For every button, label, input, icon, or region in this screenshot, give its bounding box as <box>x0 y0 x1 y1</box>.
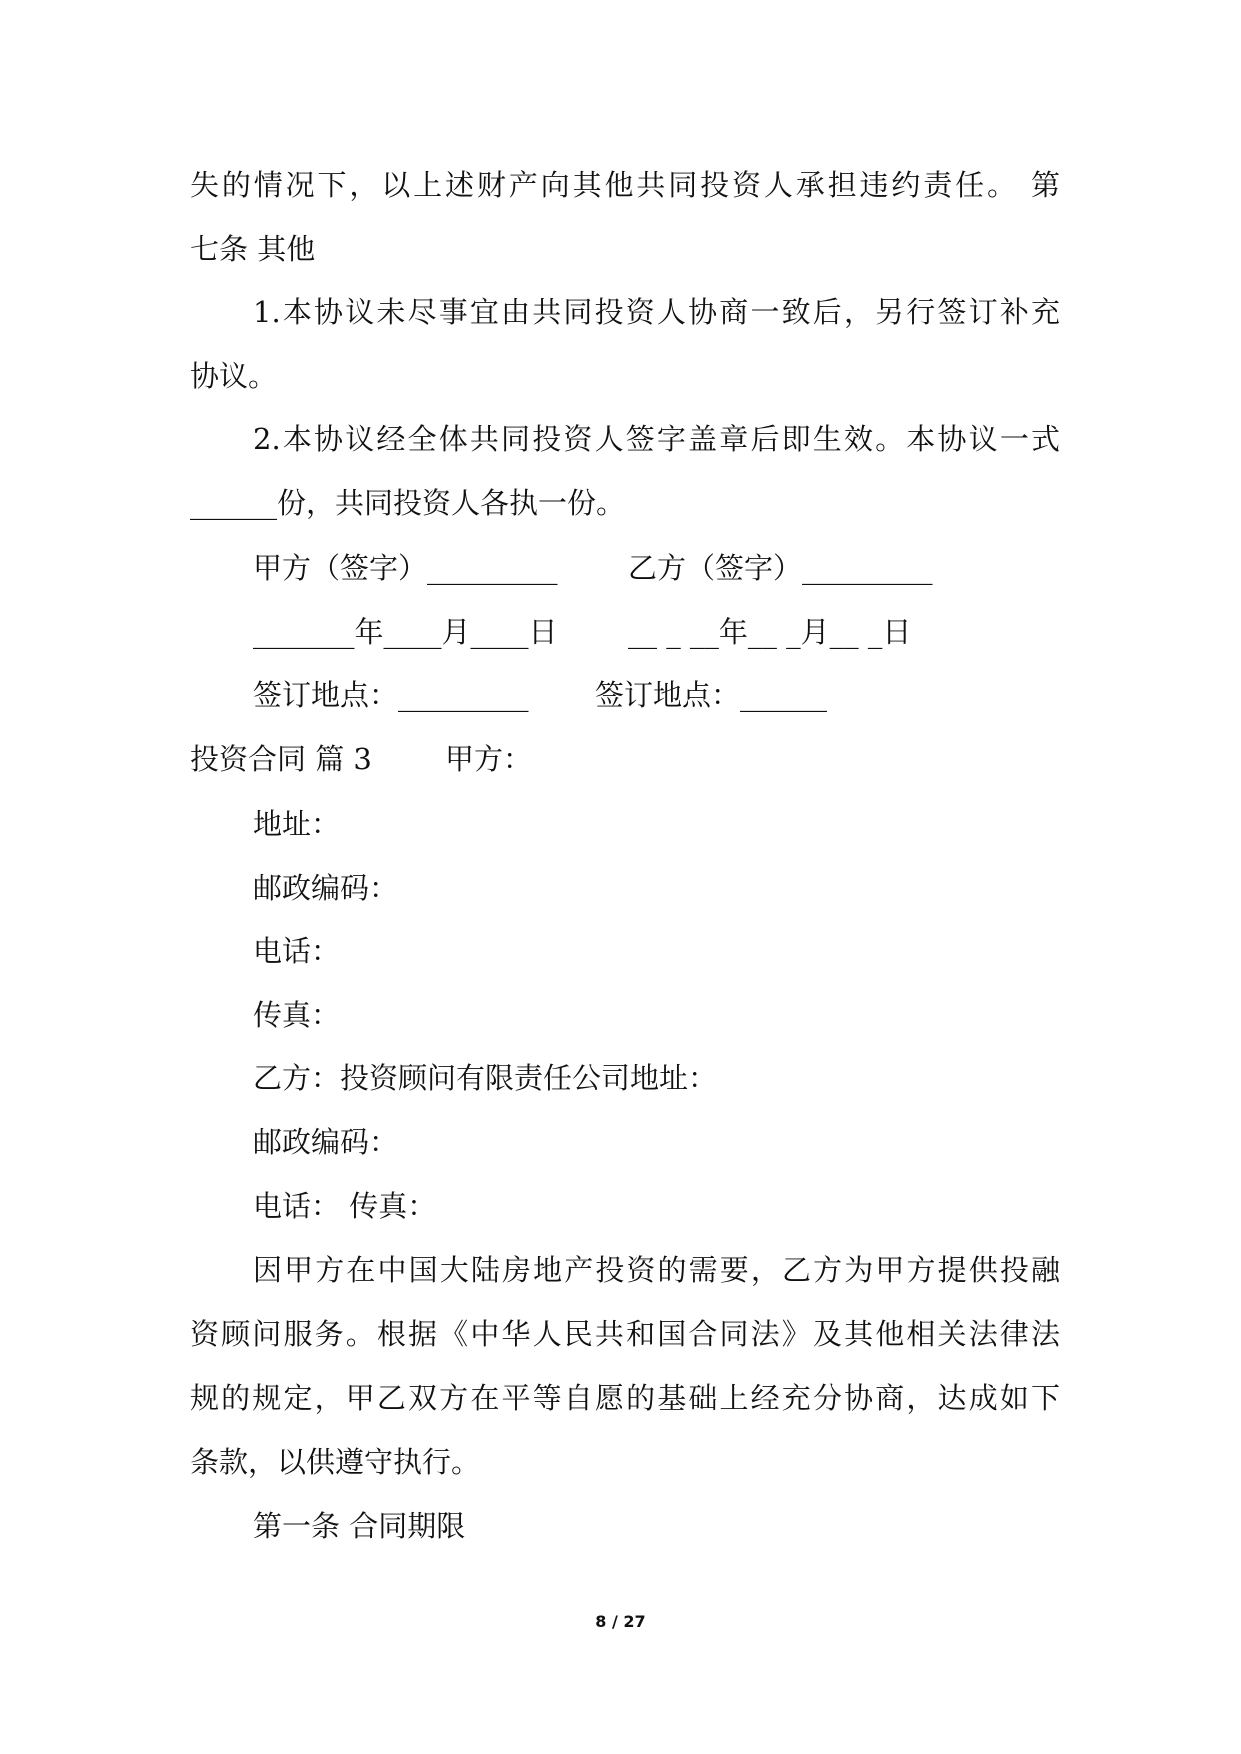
section-title: 投资合同 篇 3 <box>190 742 372 776</box>
preamble-line: 资顾问服务。根据《中华人民共和国合同法》及其他相关法律法 <box>190 1317 1060 1351</box>
party-b-signature: 乙方（签字）_________ <box>628 551 933 585</box>
party-b-date: __ _ __年__ _月__ _日 <box>628 615 912 649</box>
party-a-signature: 甲方（签字）_________ <box>253 551 558 585</box>
postal-code-field: 邮政编码： <box>253 871 399 905</box>
party-a-label: 甲方： <box>445 742 533 776</box>
text-line: 1.本协议未尽事宜由共同投资人协商一致后，另行签订补充 <box>253 295 1060 329</box>
party-b-place: 签订地点：______ <box>595 678 828 712</box>
phone-fax-field: 电话： 传真： <box>253 1189 437 1223</box>
date-row <box>253 607 1060 657</box>
party-a-place: 签订地点：_________ <box>253 678 529 712</box>
signature-row <box>253 543 1060 593</box>
article-heading: 第一条 合同期限 <box>253 1509 466 1543</box>
page-number: 8 / 27 <box>595 1612 646 1631</box>
section-heading <box>190 734 1060 784</box>
party-b-field: 乙方：投资顾问有限责任公司地址： <box>253 1061 718 1095</box>
text-line: 失的情况下，以上述财产向其他共同投资人承担违约责任。 第 <box>190 168 1060 202</box>
preamble-line: 规的规定，甲乙双方在平等自愿的基础上经充分协商，达成如下 <box>190 1381 1060 1415</box>
text-line: 协议。 <box>190 359 278 393</box>
preamble-line: 因甲方在中国大陆房地产投资的需要，乙方为甲方提供投融 <box>253 1253 1060 1287</box>
fax-field: 传真： <box>253 998 341 1032</box>
text-line: 2.本协议经全体共同投资人签字盖章后即生效。本协议一式 <box>253 422 1060 456</box>
preamble-line: 条款，以供遵守执行。 <box>190 1445 481 1479</box>
party-a-date: _______年____月____日 <box>253 615 558 649</box>
address-field: 地址： <box>253 807 341 841</box>
postal-code-field: 邮政编码： <box>253 1125 399 1159</box>
place-row <box>253 670 1060 720</box>
phone-field: 电话： <box>253 934 341 968</box>
text-line: ______份，共同投资人各执一份。 <box>190 486 626 520</box>
article-heading: 七条 其他 <box>190 232 316 266</box>
